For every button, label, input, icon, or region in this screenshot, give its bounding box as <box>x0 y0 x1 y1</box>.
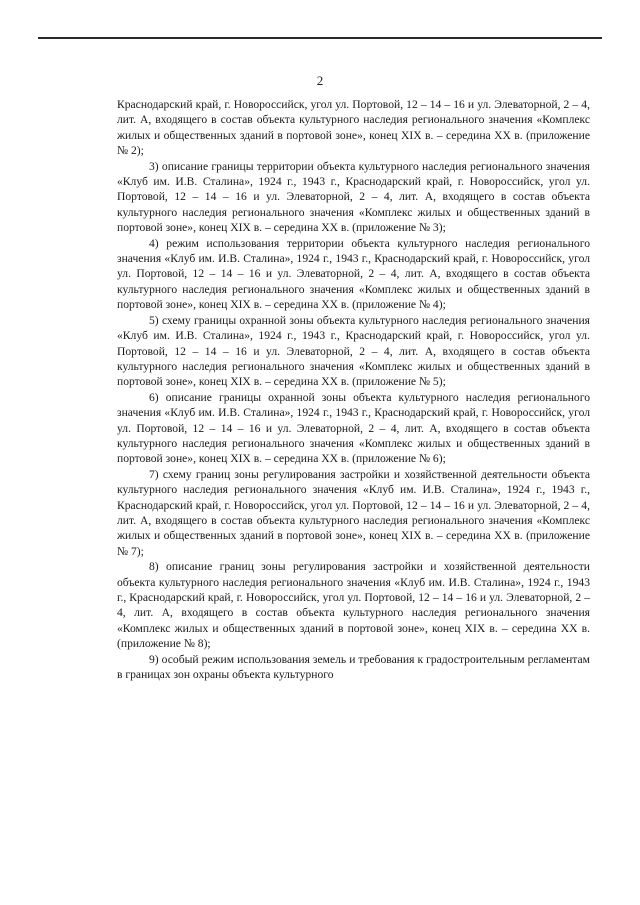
list-item-5: 5) схему границы охранной зоны объекта культурного наследия регионального значения «Клуб им. И.В. Сталина», 1924 г., 1943 г., Краснодарский край, г. Новороссийск, угол ул. Портовой, 12 – 14 – 16 и ул. Элеваторной, 2 – 4, лит. А, входящего в состав объекта культурного наследия регионального значения «Комплекс жилых и общественных зданий в портовой зоне», конец XIX в. – середина XX в. (приложение № 5); <box>117 313 590 389</box>
list-item-7: 7) схему границ зоны регулирования застройки и хозяйственной деятельности объекта культурного наследия регионального значения «Клуб им. И.В. Сталина», 1924 г., 1943 г., Краснодарский край, г. Новороссийск, угол ул. Портовой, 12 – 14 – 16 и ул. Элеваторной, 2 – 4, лит. А, входящего в состав объекта культурного наследия регионального значения «Комплекс жилых и общественных зданий в портовой зоне», конец XIX в. – середина XX в. (приложение № 7); <box>117 467 590 558</box>
document-body <box>117 97 590 682</box>
paragraph-continuation: Краснодарский край, г. Новороссийск, угол ул. Портовой, 12 – 14 – 16 и ул. Элеваторной, 2 – 4, лит. А, входящего в состав объекта культурного наследия регионального значения «Комплекс жилых и общественных зданий в портовой зоне», конец XIX в. – середина XX в. (приложение № 2); <box>117 98 590 158</box>
list-item-4: 4) режим использования территории объекта культурного наследия регионального значения «Клуб им. И.В. Сталина», 1924 г., 1943 г., Краснодарский край, г. Новороссийск, угол ул. Портовой, 12 – 14 – 16 и ул. Элеваторной, 2 – 4, лит. А, входящего в состав объекта культурного наследия регионального значения «Комплекс жилых и общественных зданий в портовой зоне», конец XIX в. – середина XX в. (приложение № 4); <box>117 236 590 312</box>
list-item-8: 8) описание границ зоны регулирования застройки и хозяйственной деятельности объекта культурного наследия регионального значения «Клуб им. И.В. Сталина», 1924 г., 1943 г., Краснодарский край, г. Новороссийск, угол ул. Портовой, 12 – 14 – 16 и ул. Элеваторной, 2 – 4, лит. А, входящего в состав объекта культурного наследия регионального значения «Комплекс жилых и общественных зданий в портовой зоне», конец XIX в. – середина XX в. (приложение № 8); <box>117 560 590 651</box>
header-rule <box>38 37 602 39</box>
list-item-9: 9) особый режим использования земель и требования к градостроительным регламентам в границах зон охраны объекта культурного <box>117 652 590 682</box>
page-number: 2 <box>316 73 324 88</box>
list-item-3: 3) описание границы территории объекта культурного наследия регионального значения «Клуб им. И.В. Сталина», 1924 г., 1943 г., Краснодарский край, г. Новороссийск, угол ул. Портовой, 12 – 14 – 16 и ул. Элеваторной, 2 – 4, лит. А, входящего в состав объекта культурного наследия регионального значения «Комплекс жилых и общественных зданий в портовой зоне», конец XIX в. – середина XX в. (приложение № 3); <box>117 159 590 235</box>
list-item-6: 6) описание границы охранной зоны объекта культурного наследия регионального значения «Клуб им. И.В. Сталина», 1924 г., 1943 г., Краснодарский край, г. Новороссийск, угол ул. Портовой, 12 – 14 – 16 и ул. Элеваторной, 2 – 4, лит. А, входящего в состав объекта культурного наследия регионального значения «Комплекс жилых и общественных зданий в портовой зоне», конец XIX в. – середина XX в. (приложение № 6); <box>117 390 590 466</box>
